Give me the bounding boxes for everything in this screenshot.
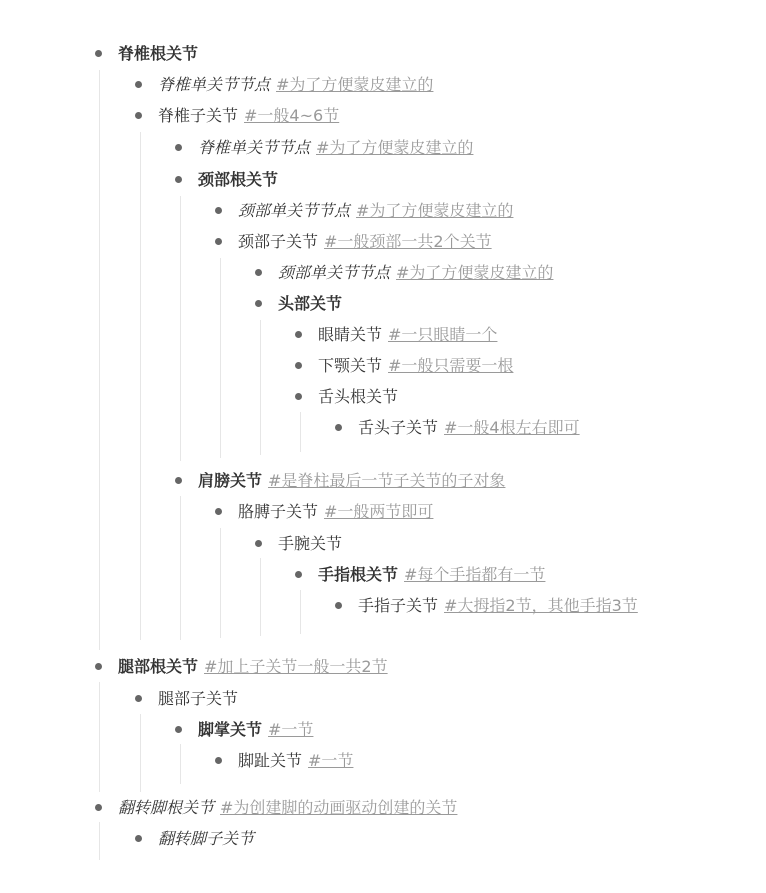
outline-node <box>278 532 342 556</box>
tag-link[interactable]: #加上子关节一般一共2节 <box>204 657 388 676</box>
node-text[interactable]: 舌头子关节 <box>358 418 439 437</box>
outline-node <box>198 168 278 192</box>
outline-node <box>238 199 513 223</box>
guide-line <box>99 822 100 860</box>
bullet[interactable] <box>335 602 342 609</box>
guide-line <box>300 590 301 634</box>
guide-line <box>220 528 221 638</box>
guide-line <box>140 714 141 792</box>
node-text[interactable]: 腿部根关节 <box>118 657 199 676</box>
bullet[interactable] <box>255 540 262 547</box>
node-text[interactable]: 翻转脚子关节 <box>158 829 255 848</box>
bullet[interactable] <box>335 424 342 431</box>
bullet[interactable] <box>95 804 102 811</box>
outline-node <box>158 687 238 711</box>
tag-link[interactable]: #一节 <box>308 751 354 770</box>
bullet[interactable] <box>215 757 222 764</box>
node-text[interactable]: 颈部根关节 <box>198 170 279 189</box>
outline-node <box>318 385 398 409</box>
node-text[interactable]: 下颚关节 <box>318 356 383 375</box>
bullet[interactable] <box>295 362 302 369</box>
tag-link[interactable]: #一般只需要一根 <box>388 356 514 375</box>
bullet[interactable] <box>95 663 102 670</box>
outline-node <box>358 594 638 618</box>
outline-node <box>278 261 553 285</box>
tag-link[interactable]: #为了方便蒙皮建立的 <box>276 75 434 94</box>
tag-link[interactable]: #一只眼睛一个 <box>388 325 498 344</box>
bullet[interactable] <box>135 112 142 119</box>
node-text[interactable]: 脊椎子关节 <box>158 106 239 125</box>
outline-node <box>198 718 313 742</box>
node-text[interactable]: 舌头根关节 <box>318 387 399 406</box>
node-text[interactable]: 翻转脚根关节 <box>118 798 215 817</box>
bullet[interactable] <box>95 50 102 57</box>
bullet[interactable] <box>135 835 142 842</box>
guide-line <box>140 132 141 640</box>
outline-node <box>158 104 339 128</box>
bullet[interactable] <box>215 508 222 515</box>
guide-line <box>99 70 100 650</box>
node-text[interactable]: 手指子关节 <box>358 596 439 615</box>
outline-node <box>358 416 580 440</box>
node-text[interactable]: 脊椎单关节节点 <box>158 75 271 94</box>
guide-line <box>180 496 181 640</box>
bullet[interactable] <box>175 176 182 183</box>
node-text[interactable]: 手指根关节 <box>318 565 399 584</box>
tag-link[interactable]: #为了方便蒙皮建立的 <box>316 138 474 157</box>
node-text[interactable]: 颈部单关节节点 <box>278 263 391 282</box>
tag-link[interactable]: #为了方便蒙皮建立的 <box>356 201 514 220</box>
tag-link[interactable]: #一般4根左右即可 <box>444 418 580 437</box>
node-text[interactable]: 脚掌关节 <box>198 720 263 739</box>
node-text[interactable]: 脊椎根关节 <box>118 44 199 63</box>
node-text[interactable]: 胳膊子关节 <box>238 502 319 521</box>
guide-line <box>180 196 181 461</box>
outline-node <box>198 469 505 493</box>
outline-node <box>318 354 513 378</box>
tag-link[interactable]: #大拇指2节，其他手指3节 <box>444 596 638 615</box>
guide-line <box>260 558 261 636</box>
node-text[interactable]: 头部关节 <box>278 294 343 313</box>
tag-link[interactable]: #一般颈部一共2个关节 <box>324 232 492 251</box>
node-text[interactable]: 颈部子关节 <box>238 232 319 251</box>
tag-link[interactable]: #为创建脚的动画驱动创建的关节 <box>220 798 458 817</box>
node-text[interactable]: 腿部子关节 <box>158 689 239 708</box>
outline-node <box>238 500 433 524</box>
tag-link[interactable]: #是脊柱最后一节子关节的子对象 <box>268 471 506 490</box>
bullet[interactable] <box>175 144 182 151</box>
outline-node <box>118 796 457 820</box>
outline-node <box>198 136 473 160</box>
node-text[interactable]: 手腕关节 <box>278 534 343 553</box>
outline-node <box>118 42 198 66</box>
outline-node <box>318 323 497 347</box>
bullet[interactable] <box>295 331 302 338</box>
outline-node <box>238 230 492 254</box>
bullet[interactable] <box>295 393 302 400</box>
bullet[interactable] <box>175 726 182 733</box>
outline-node <box>278 292 342 316</box>
node-text[interactable]: 脚趾关节 <box>238 751 303 770</box>
node-text[interactable]: 颈部单关节节点 <box>238 201 351 220</box>
node-text[interactable]: 眼睛关节 <box>318 325 383 344</box>
outline-node <box>118 655 388 679</box>
bullet[interactable] <box>215 238 222 245</box>
guide-line <box>220 258 221 458</box>
node-text[interactable]: 脊椎单关节节点 <box>198 138 311 157</box>
bullet[interactable] <box>175 477 182 484</box>
node-text[interactable]: 肩膀关节 <box>198 471 263 490</box>
bullet[interactable] <box>255 300 262 307</box>
tag-link[interactable]: #一般4~6节 <box>244 106 340 125</box>
tag-link[interactable]: #为了方便蒙皮建立的 <box>396 263 554 282</box>
tag-link[interactable]: #一般两节即可 <box>324 502 434 521</box>
outline-node <box>318 563 545 587</box>
bullet[interactable] <box>135 81 142 88</box>
tag-link[interactable]: #一节 <box>268 720 314 739</box>
bullet[interactable] <box>255 269 262 276</box>
outline-node <box>158 73 433 97</box>
outline-node <box>158 827 254 851</box>
tag-link[interactable]: #每个手指都有一节 <box>404 565 546 584</box>
bullet[interactable] <box>215 207 222 214</box>
guide-line <box>300 412 301 452</box>
bullet[interactable] <box>295 571 302 578</box>
outline-node <box>238 749 353 773</box>
guide-line <box>99 682 100 792</box>
bullet[interactable] <box>135 695 142 702</box>
guide-line <box>180 744 181 784</box>
guide-line <box>260 320 261 455</box>
